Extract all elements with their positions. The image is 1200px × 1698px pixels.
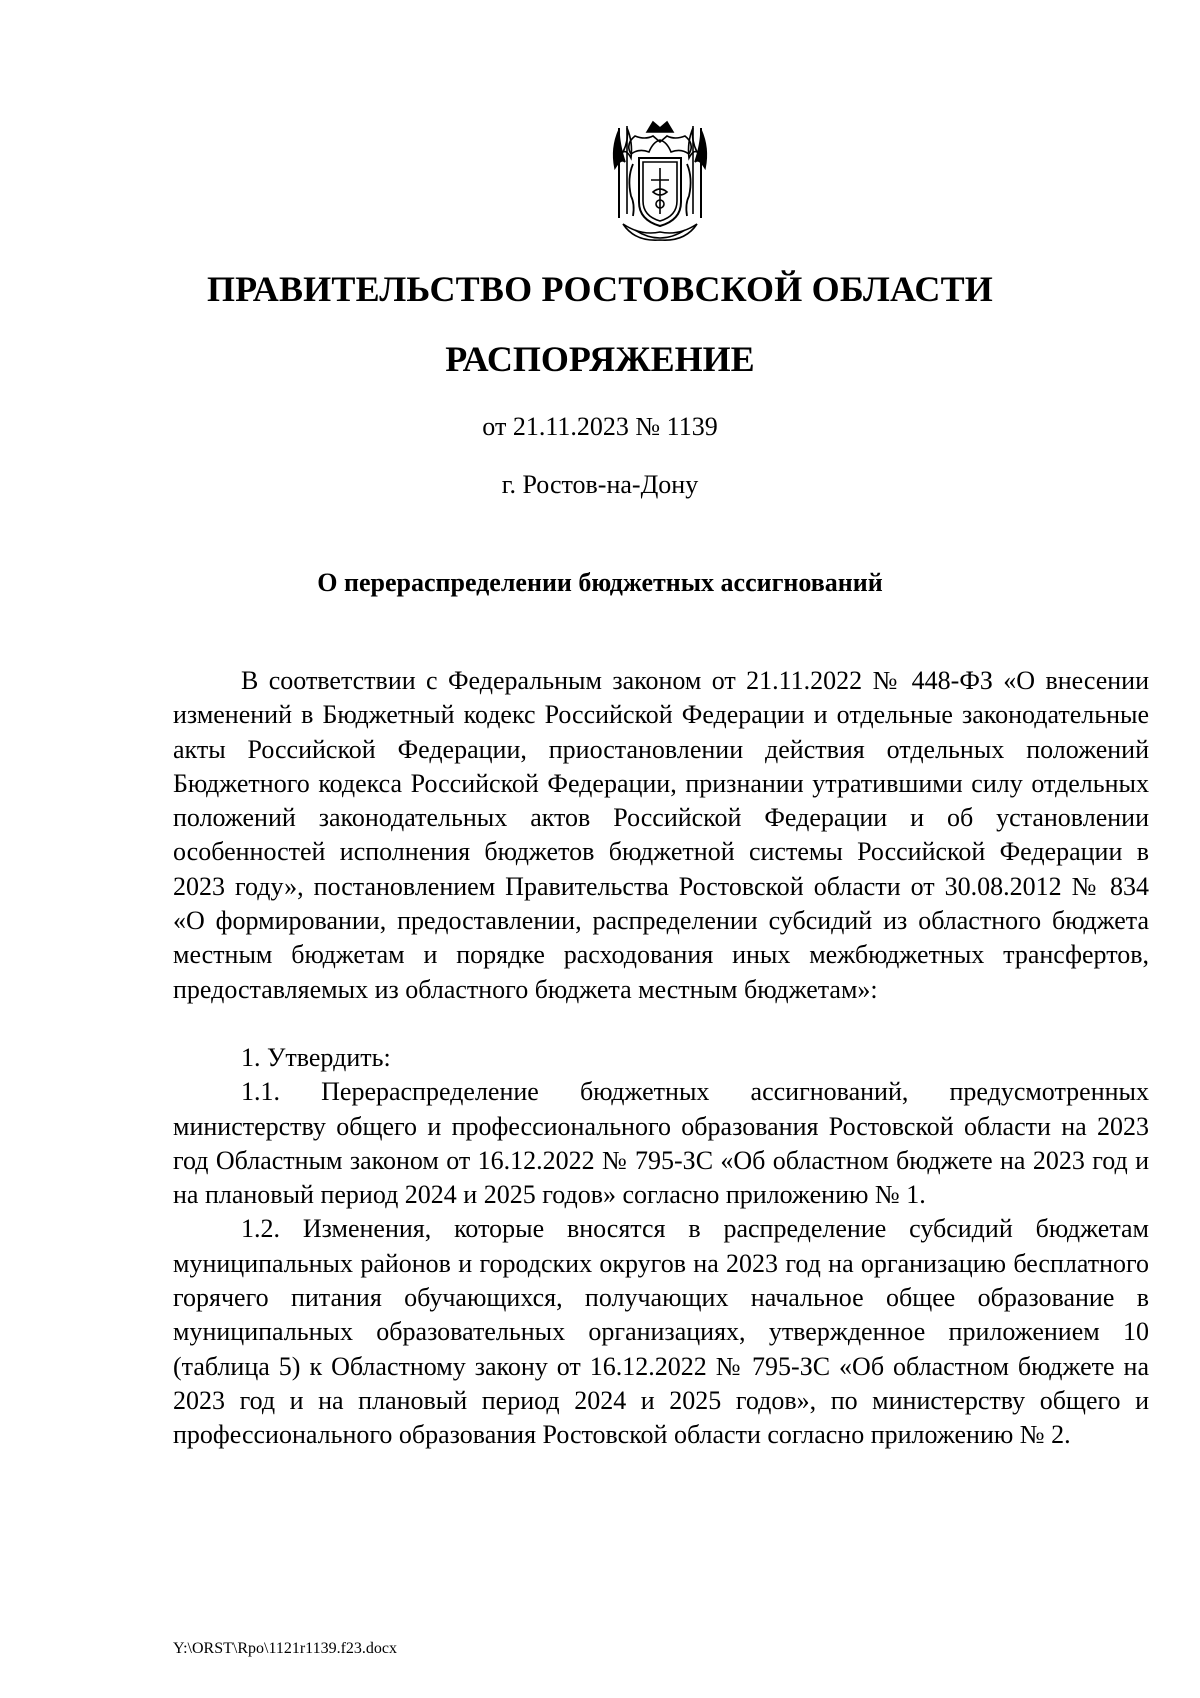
preamble-paragraph: В соответствии с Федеральным законом от 21.11.2022 № 448-ФЗ «О внесении изменений в Бюджетный кодекс Российской Федерации и отдельные законодательные акты Российской Федерации, приостановлении действия отдельных положений Бюджетного кодекса Российской Федерации, признании утратившими силу отдельных положений законодательных актов Российской Федерации и об установлении особенностей исполнения бюджетов бюджетной системы Российской Федерации в 2023 году», постановлением Правительства Ростовской области от 30.08.2012 № 834 «О формировании, предоставлении, распределении субсидий из областного бюджета местным бюджетам и порядке расходования иных межбюджетных трансфертов, предоставляемых из областного бюджета местным бюджетам»: [173, 666, 1149, 1004]
item-1-paragraph: 1. Утвердить: [241, 1042, 391, 1072]
document-subject: О перераспределении бюджетных ассигнований [317, 568, 883, 597]
document-type: РАСПОРЯЖЕНИЕ [445, 339, 755, 379]
government-title: ПРАВИТЕЛЬСТВО РОСТОВСКОЙ ОБЛАСТИ [206, 269, 994, 309]
item-1-2-paragraph: 1.2. Изменения, которые вносятся в распределение субсидий бюджетам муниципальных районов и городских округов на 2023 год на организацию бесплатного горячего питания обучающихся, получающих начальное общее образование в муниципальных образовательных организациях, утвержденное приложением 10 (таблица 5) к Областному закону от 16.12.2022 № 795-ЗС «Об областном бюджете на 2023 год и на плановый период 2024 и 2025 годов», по министерству общего и профессионального образования Ростовской области согласно приложению № 2. [173, 1214, 1149, 1450]
coat-of-arms-icon [605, 118, 715, 248]
file-path-footer: Y:\ORST\Rpo\1121r1139.f23.docx [173, 1640, 398, 1657]
document-body [173, 664, 1149, 1453]
document-city: г. Ростов-на-Дону [501, 470, 699, 499]
document-date-number: от 21.11.2023 № 1139 [482, 412, 718, 441]
item-1-1-paragraph: 1.1. Перераспределение бюджетных ассигнований, предусмотренных министерству общего и профессионального образования Ростовской области на 2023 год Областным законом от 16.12.2022 № 795-ЗС «Об областном бюджете на 2023 год и на плановый период 2024 и 2025 годов» согласно приложению № 1. [173, 1077, 1149, 1210]
